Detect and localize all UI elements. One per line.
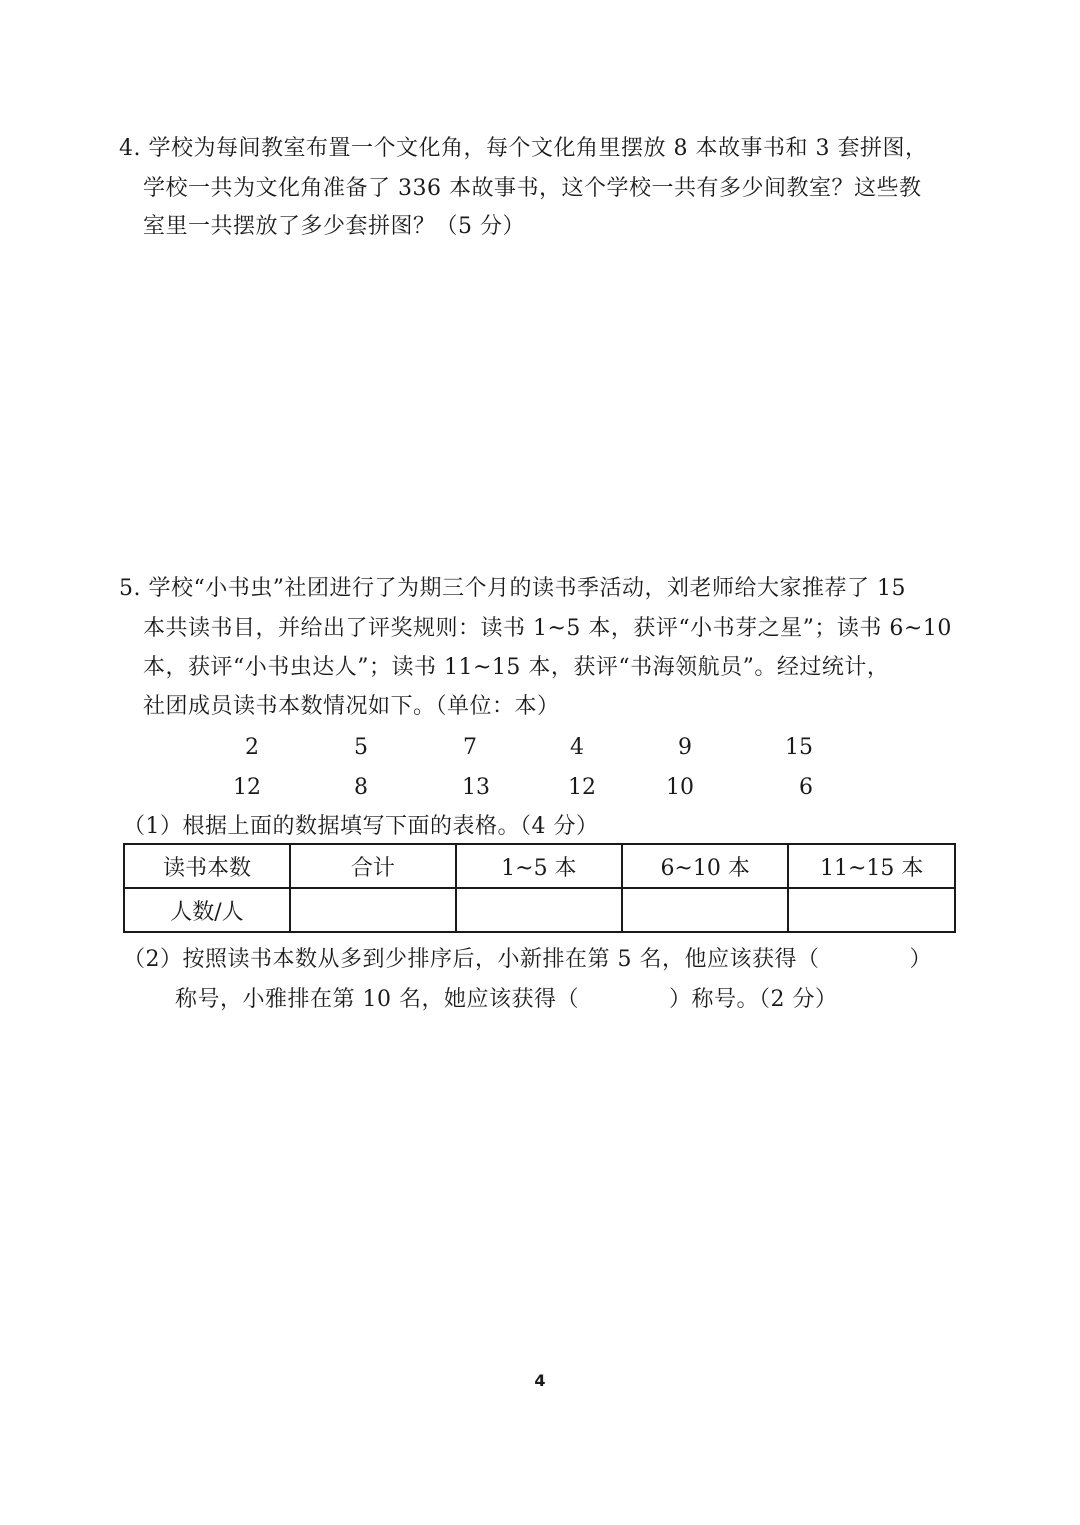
q4-line-2: 学校一共为文化角准备了 336 本故事书，这个学校一共有多少间教室？这些教 — [143, 176, 922, 201]
answer-cell-1-5[interactable] — [456, 888, 622, 932]
data-value: 12 — [568, 775, 596, 800]
table-header-row — [124, 844, 955, 888]
row-label-cell: 人数/人 — [124, 888, 290, 932]
data-value: 10 — [666, 775, 694, 800]
answer-cell-total[interactable] — [290, 888, 456, 932]
data-value: 2 — [245, 735, 259, 760]
data-row-1 — [0, 733, 1080, 763]
data-value: 15 — [785, 735, 813, 760]
q5-part-1: （1）根据上面的数据填写下面的表格。（4 分） — [123, 814, 599, 839]
header-cell: 读书本数 — [124, 844, 290, 888]
reading-stats-table — [123, 843, 956, 933]
q5-line-1: 5. 学校“小书虫”社团进行了为期三个月的读书季活动，刘老师给大家推荐了 15 — [119, 576, 906, 601]
q4-line-1: 4. 学校为每间教室布置一个文化角，每个文化角里摆放 8 本故事书和 3 套拼图， — [119, 136, 928, 161]
data-value: 13 — [462, 775, 490, 800]
q5-part-2-line-1: （2）按照读书本数从多到少排序后，小新排在第 5 名，他应该获得（ ） — [123, 947, 932, 972]
header-cell: 合计 — [290, 844, 456, 888]
answer-cell-6-10[interactable] — [622, 888, 788, 932]
q5-line-4: 社团成员读书本数情况如下。（单位：本） — [143, 694, 560, 719]
table-row — [124, 888, 955, 932]
answer-cell-11-15[interactable] — [788, 888, 955, 932]
data-value: 4 — [570, 735, 584, 760]
data-value: 12 — [233, 775, 261, 800]
data-value: 8 — [354, 775, 368, 800]
q5-line-3: 本，获评“小书虫达人”；读书 11~15 本，获评“书海领航员”。经过统计， — [143, 655, 890, 680]
data-value: 7 — [463, 735, 477, 760]
q5-line-2: 本共读书目，并给出了评奖规则：读书 1~5 本，获评“小书芽之星”；读书 6~10 — [143, 616, 952, 641]
page-number: 4 — [534, 1371, 546, 1390]
header-cell: 6~10 本 — [622, 844, 788, 888]
data-row-2 — [0, 773, 1080, 803]
header-cell: 1~5 本 — [456, 844, 622, 888]
data-value: 9 — [678, 735, 692, 760]
header-cell: 11~15 本 — [788, 844, 955, 888]
q4-line-3: 室里一共摆放了多少套拼图？（5 分） — [143, 214, 525, 239]
q5-part-2-line-2: 称号，小雅排在第 10 名，她应该获得（ ）称号。（2 分） — [175, 987, 838, 1012]
data-value: 6 — [799, 775, 813, 800]
data-value: 5 — [354, 735, 368, 760]
